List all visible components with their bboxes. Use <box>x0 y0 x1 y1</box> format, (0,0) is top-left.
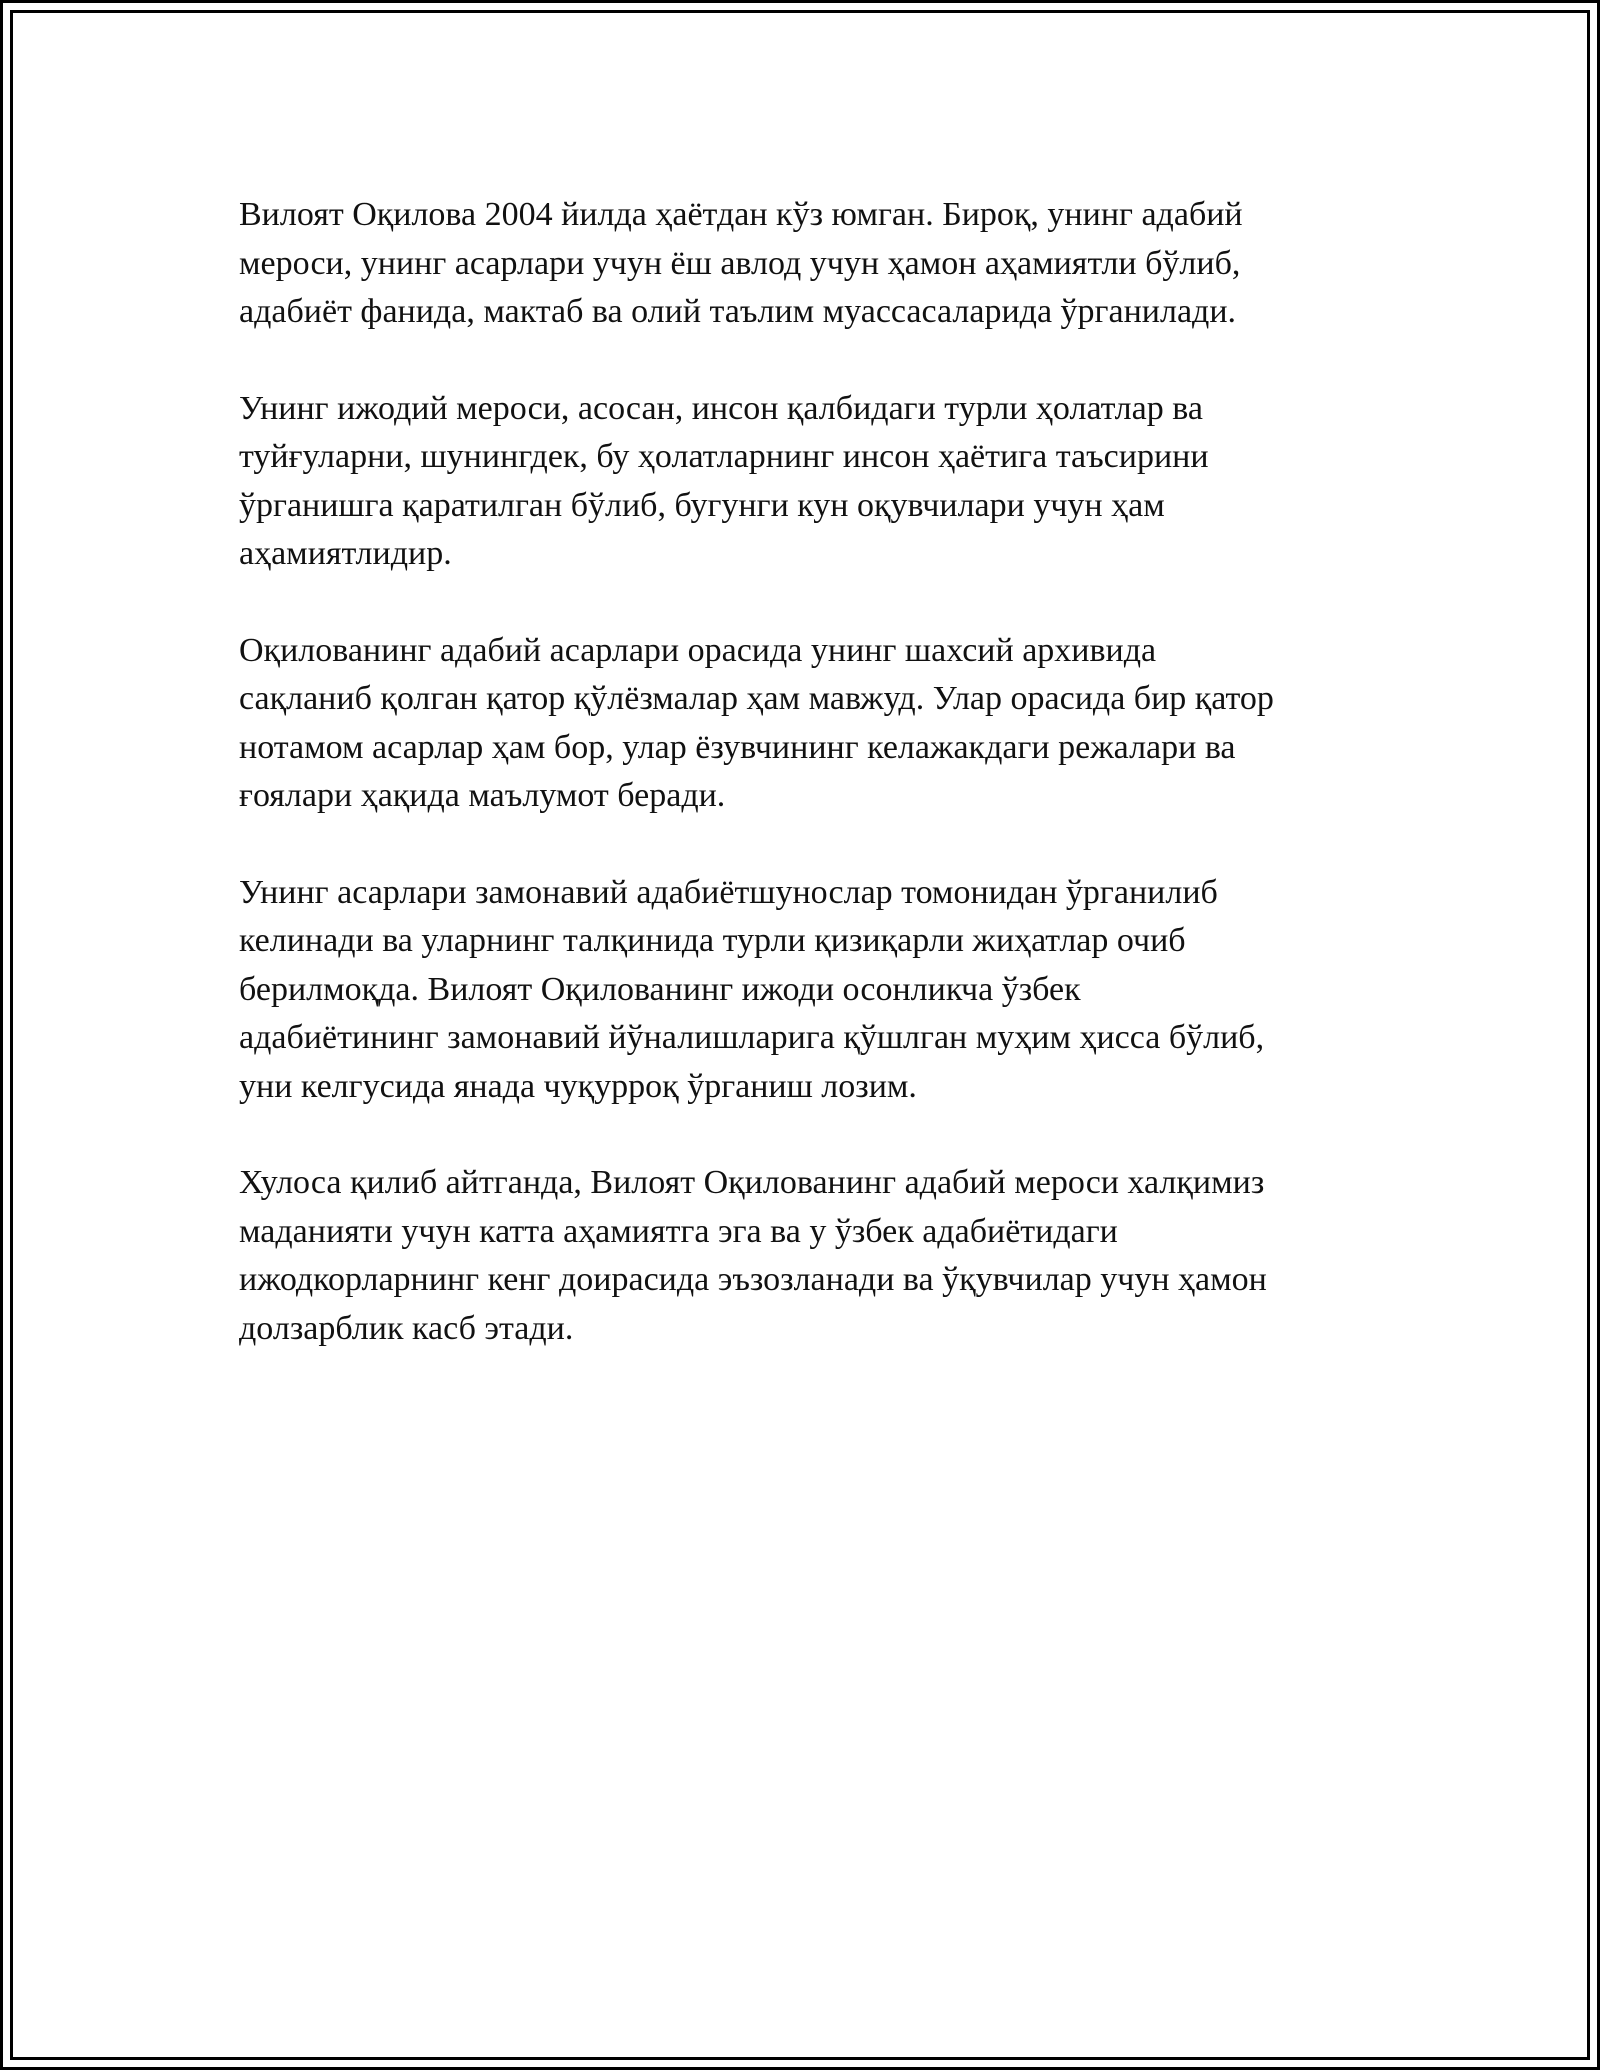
paragraph-conclusion: Хулоса қилиб айтганда, Вилоят Оқилованинг адабий мероси халқимиз маданияти учун катта аҳамиятга эга ва у ўзбек адабиётидаги ижодкорларнинг кенг доирасида эъзозланади ва ўқувчилар учун ҳамон долзарблик касб этади. <box>239 1164 1267 1347</box>
paragraph-death-and-legacy: Вилоят Оқилова 2004 йилда ҳаётдан кўз юмган. Бироқ, унинг адабий мероси, унинг асарлари учун ёш авлод учун ҳамон аҳамиятли бўлиб, адабиёт фанида, мактаб ва олий таълим муассасаларида ўрганилади. <box>239 196 1243 330</box>
document-body <box>239 191 1399 1401</box>
paragraph-manuscripts: Оқилованинг адабий асарлари орасида унинг шахсий архивида сақланиб қолган қатор қўлёзмалар ҳам мавжуд. Улар орасида бир қатор нотамом асарлар ҳам бор, улар ёзувчининг келажакдаги режалари ва ғоялари ҳақида маълумот беради. <box>239 631 1274 814</box>
paragraph-creative-heritage: Унинг ижодий мероси, асосан, инсон қалбидаги турли ҳолатлар ва туйғуларни, шунингдек, бу ҳолатларнинг инсон ҳаётига таъсирини ўрганишга қаратилган бўлиб, бугунги кун оқувчилари учун ҳам aҳамиятлидир. <box>239 389 1209 572</box>
paragraph-modern-study: Унинг асарлари замонавий адабиётшунослар томонидан ўрганилиб келинади ва уларнинг талқинида турли қизиқарли жиҳатлар очиб берилмоқда. Вилоят Оқилованинг ижоди осонликча ўзбек адабиётининг замонавий йўналишларига қўшлган муҳим ҳисса бўлиб, уни келгусида янада чуқурроқ ўрганиш лозим. <box>239 873 1265 1105</box>
